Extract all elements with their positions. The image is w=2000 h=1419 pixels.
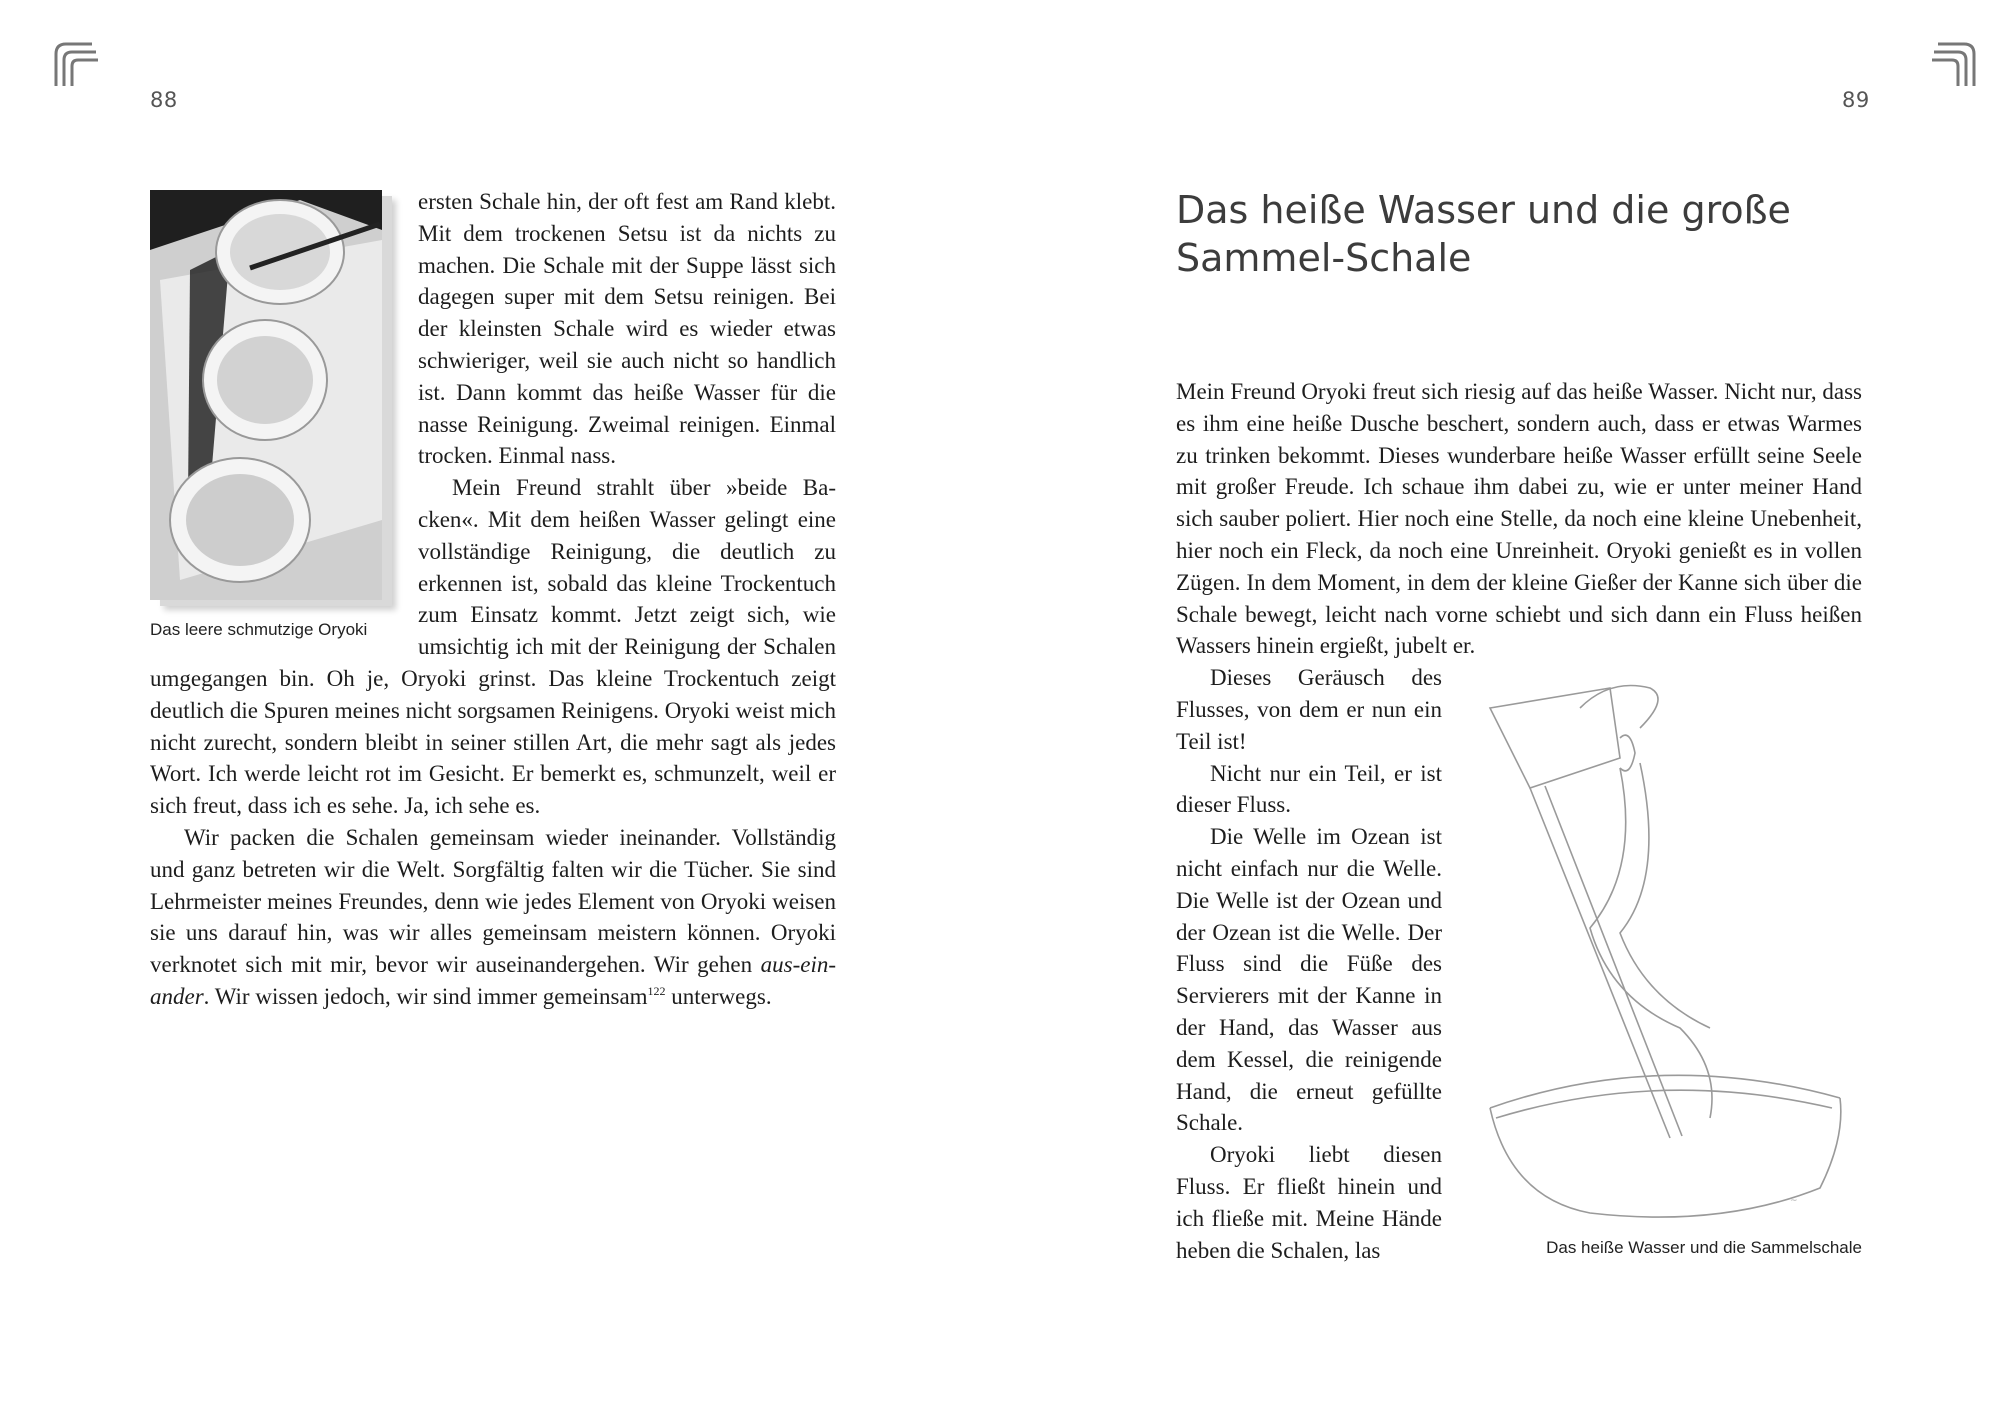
- left-text-column: [150, 186, 836, 1013]
- corner-ornament-icon: [1930, 36, 1978, 90]
- sketch-caption: Das heiße Wasser und die Sammelschale: [1546, 1238, 1862, 1258]
- bowls-photo-figure: [150, 186, 418, 638]
- chapter-heading: [1176, 186, 1896, 282]
- page-number: 89: [1842, 88, 1870, 112]
- left-paragraph-3-italic: aus-ein-ander: [150, 952, 836, 1009]
- left-paragraph-2: Mein Freund strahlt über »beide Backen«. Mit dem heißen Wasser gelingt eine vollständige Reinigung, die deutlich zu erkennen ist, sobald das kleine Trockentuch zum Einsatz kommt. Jetzt zeigt sich, wie umsichtig ich mit der Reinigung der Schalen umgegangen bin. Oh je, Oryoki grinst. Das kleine Trockentuch zeigt deutlich die Spuren meines nicht sorgsamen Reinigens. Oryoki weist mich nicht zurecht, sondern bleibt in seiner stillen Art, die mehr sagt als jedes Wort. Ich werde leicht rot im Gesicht. Er bemerkt es, schmunzelt, weil er sich freut, dass ich es sehe. Ja, ich sehe es.: [150, 475, 836, 819]
- corner-ornament-icon: [52, 36, 100, 90]
- left-paragraph-3-text-c: unterwegs.: [665, 983, 772, 1009]
- bowls-photo-image: [150, 190, 382, 600]
- left-paragraph-3-text-a: Wir packen die Schalen gemeinsam wieder ineinander. Vollständig und ganz betreten wir die Welt. Sorgfältig falten wir die Tücher. Sie sind Lehrmeister meines Freundes, denn wie jedes Element von Oryoki weisen sie uns darauf hin, was wir alles gemeinsam meistern können. Oryoki verknotet sich mit mir, bevor wir auseinandergehen. Wir gehen: [150, 824, 836, 978]
- right-paragraph-4: Die Welle im Ozean ist nicht einfach nur die Welle. Die Welle ist der Ozean und der Ozean ist die Welle. Der Fluss sind die Füße des Servierers mit der Kanne in der Hand, das Wasser aus dem Kessel, die reinigende Hand, die erneut gefüllte Schale.: [1176, 824, 1442, 1136]
- kettle-bowl-sketch: [1470, 668, 1854, 1228]
- right-paragraph-5: Oryoki liebt diesen Fluss. Er fließt hinein und ich fließe mit. Meine Hände heben die Schalen, las: [1176, 1142, 1442, 1263]
- left-paragraph-3-text-b: . Wir wissen jedoch, wir sind immer gemeinsam: [203, 983, 648, 1009]
- right-paragraph-2: Dieses Geräusch des Flusses, von dem er nun ein Teil ist!: [1176, 665, 1442, 754]
- chapter-heading-line-1: Das heiße Wasser und die große: [1176, 188, 1791, 232]
- right-paragraph-3: Nicht nur ein Teil, er ist dieser Fluss.: [1176, 760, 1442, 818]
- footnote-marker[interactable]: 122: [647, 983, 666, 998]
- left-paragraph-3: [150, 822, 836, 1013]
- right-text-column: [1176, 376, 1862, 1274]
- bowls-photo: [150, 190, 382, 600]
- sketch-signature: ~: [1790, 1196, 1798, 1207]
- sketch-figure: [1470, 668, 1862, 1274]
- right-page: [1000, 0, 2000, 1419]
- page-number: 88: [150, 88, 178, 112]
- chapter-heading-line-2: Sammel-Schale: [1176, 236, 1472, 280]
- right-paragraph-1: Mein Freund Oryoki freut sich riesig auf das heiße Wasser. Nicht nur, dass es ihm eine heiße Dusche beschert, sondern auch, dass er etwas Warmes zu trinken bekommt. Dieses wunderbare heiße Wasser erfüllt seine Seele mit großer Freude. Ich schaue ihm dabei zu, wie er unter meiner Hand sich sauber poliert. Hier noch eine Stelle, da noch eine kleine Unebenheit, hier noch ein Fleck, da noch eine Unreinheit. Oryoki genießt es in vollen Zügen. In dem Moment, in dem der kleine Gießer der Kanne sich über die Schale bewegt, leicht nach vorne schiebt und sich dann ein Fluss heißen Wassers hinein ergießt, jubelt er.: [1176, 379, 1862, 659]
- bowls-photo-caption: Das leere schmutzige Oryoki: [150, 620, 368, 639]
- left-paragraph-1: ersten Schale hin, der oft fest am Rand klebt. Mit dem trockenen Setsu ist da nichts zu machen. Die Schale mit der Suppe lässt sich dagegen super mit dem Setsu reinigen. Bei der kleinsten Schale wird es wieder etwas schwieriger, weil sie auch nicht so handlich ist. Dann kommt das heiße Wasser für die nasse Reinigung. Zweimal reinigen. Einmal trocken. Einmal nass.: [418, 189, 836, 469]
